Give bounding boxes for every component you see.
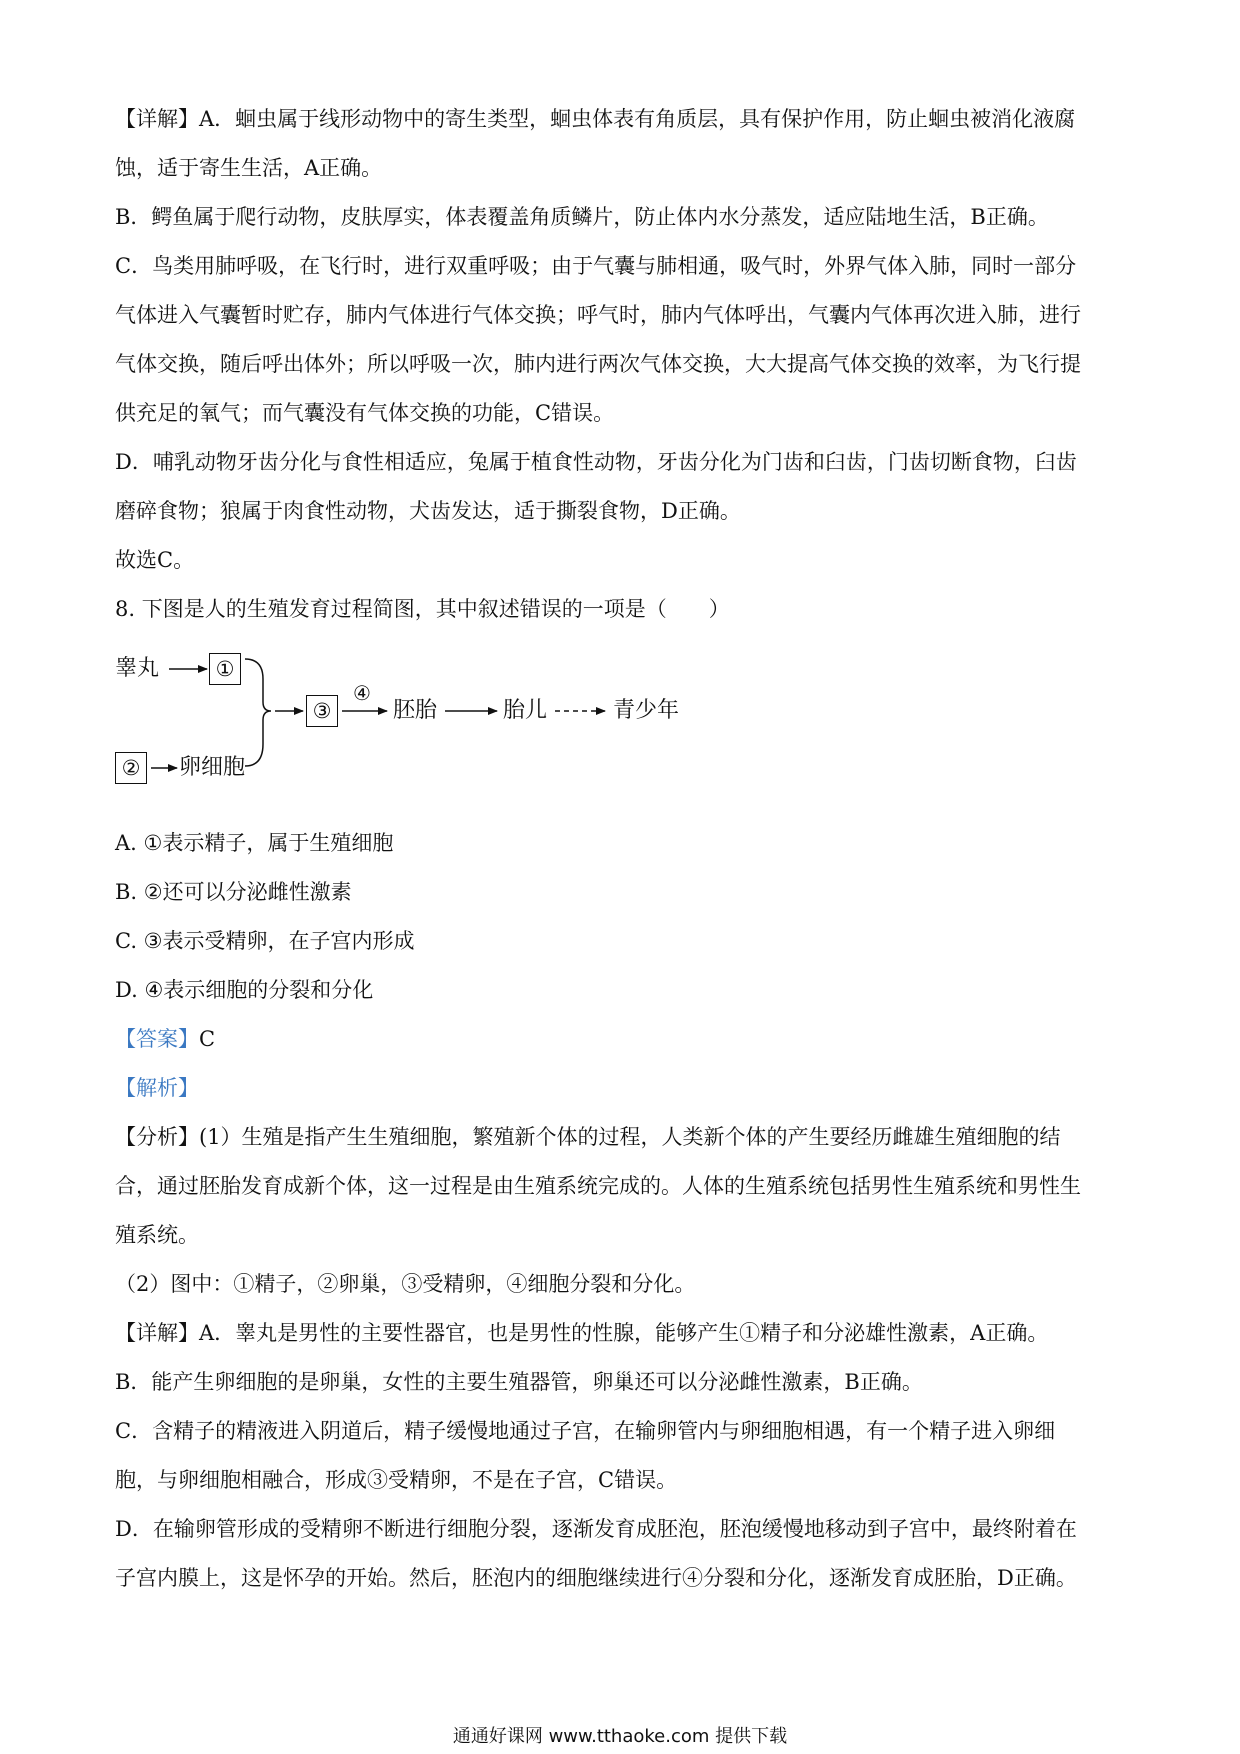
paragraph: 【详解】A．蛔虫属于线形动物中的寄生类型，蛔虫体表有角质层，具有保护作用，防止蛔虫被消化液腐 [115, 107, 1076, 131]
paragraph: 【分析】(1）生殖是指产生生殖细胞，繁殖新个体的过程，人类新个体的产生要经历雌雄生殖细胞的结 [115, 1125, 1061, 1149]
paragraph: 【详解】A．睾丸是男性的主要性器官，也是男性的性腺，能够产生①精子和分泌雄性激素，A正确。 [115, 1321, 1049, 1345]
option-d: D. ④表示细胞的分裂和分化 [115, 978, 374, 1002]
paragraph: D．哺乳动物牙齿分化与食性相适应，兔属于植食性动物，牙齿分化为门齿和臼齿，门齿切断食物，臼齿 [115, 450, 1077, 474]
paragraph: C．鸟类用肺呼吸，在飞行时，进行双重呼吸；由于气囊与肺相通，吸气时，外界气体入肺，同时一部分 [115, 254, 1077, 278]
fetus-label: 胎儿 [503, 698, 548, 723]
question-stem: 8. 下图是人的生殖发育过程简图，其中叙述错误的一项是（ ） [115, 597, 730, 621]
paragraph: D．在输卵管形成的受精卵不断进行细胞分裂，逐渐发育成胚泡，胚泡缓慢地移动到子宫中，最终附着在 [115, 1517, 1077, 1541]
page-content [115, 95, 1125, 1603]
testis-label: 睾丸 [115, 656, 160, 681]
paragraph: 子宫内膜上，这是怀孕的开始。然后，胚泡内的细胞继续进行④分裂和分化，逐渐发育成胚胎，D正确。 [115, 1566, 1077, 1590]
paragraph: C．含精子的精液进入阴道后，精子缓慢地通过子宫，在输卵管内与卵细胞相遇，有一个精子进入卵细 [115, 1419, 1056, 1443]
reproduction-diagram [115, 634, 1125, 819]
answer-line [115, 1015, 1125, 1064]
option-c: C. ③表示受精卵，在子宫内形成 [115, 929, 415, 953]
answer-value: C [199, 1027, 216, 1051]
box-3: ③ [306, 695, 338, 727]
analysis-label: 【解析】 [115, 1076, 199, 1100]
step-4-label: ④ [353, 681, 371, 705]
paragraph: 胞，与卵细胞相融合，形成③受精卵，不是在子宫，C错误。 [115, 1468, 678, 1492]
paragraph: 殖系统。 [115, 1223, 199, 1247]
paragraph: 合，通过胚胎发育成新个体，这一过程是由生殖系统完成的。人体的生殖系统包括男性生殖系统和男性生 [115, 1174, 1081, 1198]
paragraph: B．鳄鱼属于爬行动物，皮肤厚实，体表覆盖角质鳞片，防止体内水分蒸发，适应陆地生活，B正确。 [115, 205, 1049, 229]
merge-bracket [245, 659, 271, 766]
paragraph: 气体进入气囊暂时贮存，肺内气体进行气体交换；呼气时，肺内气体呼出，气囊内气体再次进入肺，进行 [115, 303, 1081, 327]
paragraph: 蚀，适于寄生生活，A正确。 [115, 156, 383, 180]
option-b: B. ②还可以分泌雌性激素 [115, 880, 352, 904]
paragraph: （2）图中：①精子，②卵巢，③受精卵，④细胞分裂和分化。 [115, 1272, 696, 1296]
answer-label: 【答案】 [115, 1027, 199, 1051]
youth-label: 青少年 [613, 698, 680, 723]
embryo-label: 胚胎 [393, 698, 438, 723]
paragraph: 气体交换，随后呼出体外；所以呼吸一次，肺内进行两次气体交换，大大提高气体交换的效率，为飞行提 [115, 352, 1081, 376]
option-a: A. ①表示精子，属于生殖细胞 [115, 831, 394, 855]
paragraph: 故选C。 [115, 548, 195, 572]
paragraph: B．能产生卵细胞的是卵巢，女性的主要生殖器管，卵巢还可以分泌雌性激素，B正确。 [115, 1370, 923, 1394]
box-2: ② [115, 752, 147, 784]
page-footer: 通通好课网 www.tthaoke.com 提供下载 [452, 1726, 788, 1747]
box-1: ① [209, 653, 241, 685]
paragraph: 磨碎食物；狼属于肉食性动物，犬齿发达，适于撕裂食物，D正确。 [115, 499, 741, 523]
paragraph: 供充足的氧气；而气囊没有气体交换的功能，C错误。 [115, 401, 615, 425]
egg-cell-label: 卵细胞 [179, 755, 246, 780]
